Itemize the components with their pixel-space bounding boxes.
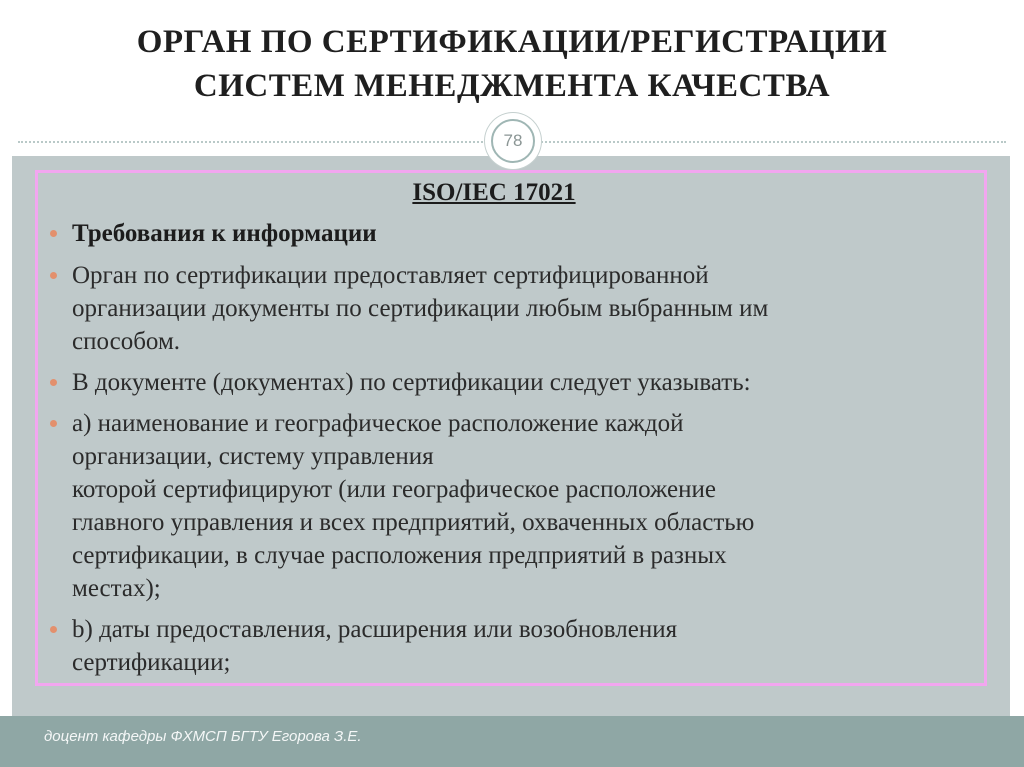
slide-title-line-1: ОРГАН ПО СЕРТИФИКАЦИИ/РЕГИСТРАЦИИ [136,24,888,60]
slide-number: 78 [491,119,535,163]
bullet-icon [50,379,57,386]
content-area [44,175,974,687]
list-item-text: организации документы по сертификации любым выбранным им [72,295,769,322]
slide-title-line-2: СИСТЕМ МЕНЕДЖМЕНТА КАЧЕСТВА [193,68,831,104]
list-item-text: главного управления и всех предприятий, охваченных областью [72,509,755,536]
list-item [44,366,974,399]
bullet-icon [50,272,57,279]
list-item-text: a) наименование и географическое расположение каждой [72,410,684,437]
list-item-text: В документе (документах) по сертификации следует указывать: [72,369,751,396]
list-item-text: b) даты предоставления, расширения или возобновления [72,616,678,643]
list-item-text: способом. [72,328,181,355]
slide-number-badge [485,113,541,169]
list-item-text: Требования к информации [72,220,377,247]
footer-author: доцент кафедры ФХМСП БГТУ Егорова З.Е. [44,728,362,745]
section-heading: ISO/IEC 17021 [412,179,576,206]
list-item [44,217,974,250]
list-item [44,613,974,679]
bullet-icon [50,420,57,427]
list-item-text: местах); [72,575,161,602]
bullet-icon [50,230,57,237]
slide-footer [0,716,1024,767]
list-item [44,407,974,605]
slide-title [20,20,1004,108]
list-item-text: Орган по сертификации предоставляет сертифицированной [72,262,709,289]
list-item-text: сертификации, в случае расположения предприятий в разных [72,542,727,569]
list-item [44,259,974,358]
list-item-text: организации, систему управления [72,443,434,470]
bullet-list [44,217,974,679]
list-item-text: сертификации; [72,649,231,676]
bullet-icon [50,626,57,633]
list-item-text: которой сертифицируют (или географическое расположение [72,476,716,503]
